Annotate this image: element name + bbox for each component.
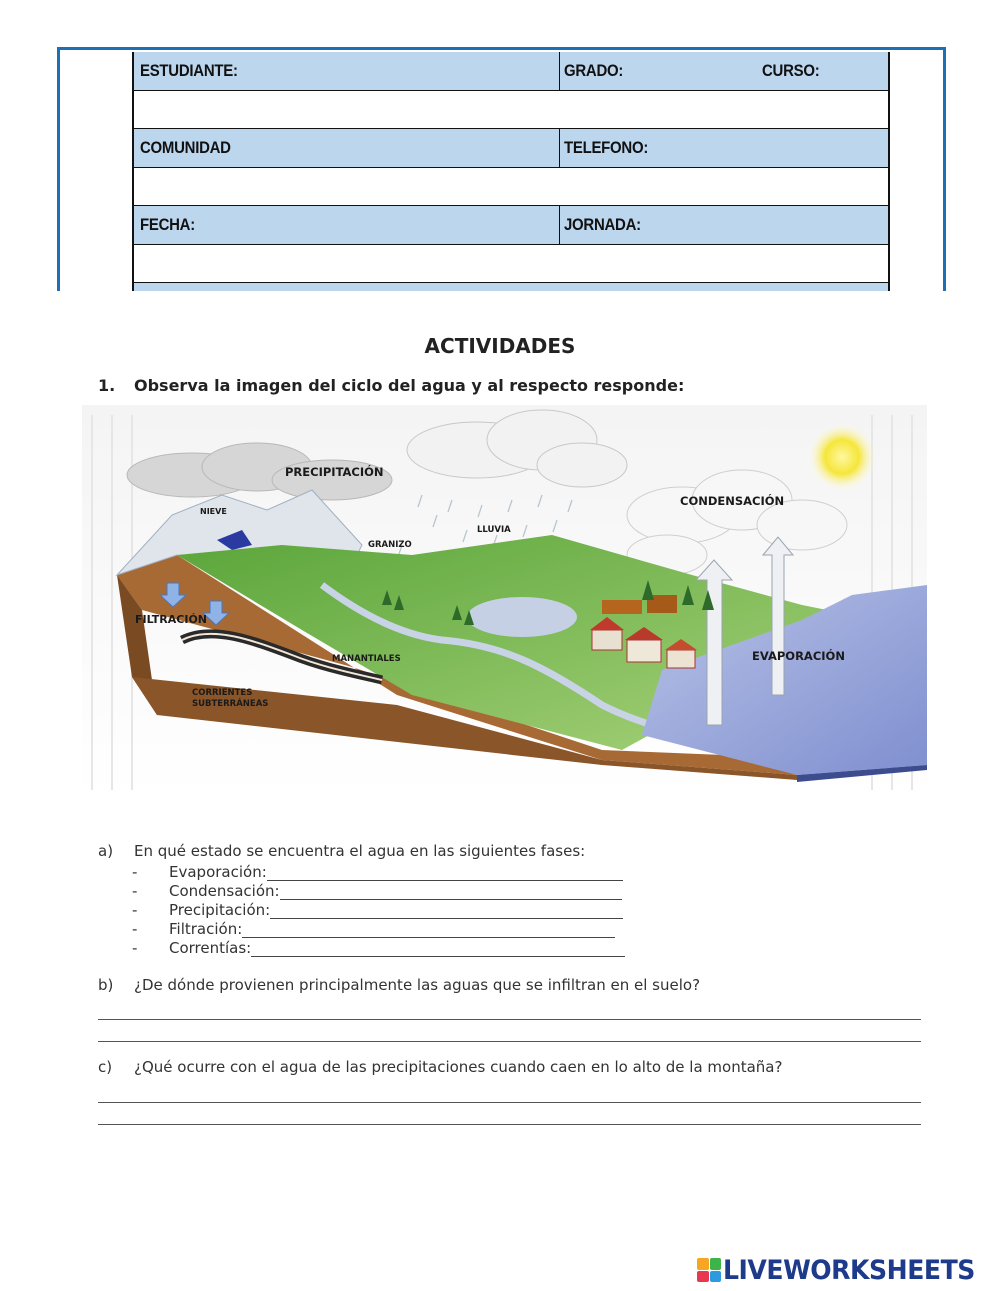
phase-label: Filtración: bbox=[169, 920, 243, 938]
cell-divider bbox=[559, 206, 560, 244]
list-item bbox=[132, 881, 625, 900]
lake bbox=[467, 597, 577, 637]
liveworksheets-logo-icon bbox=[697, 1258, 721, 1282]
list-item bbox=[132, 862, 625, 881]
list-item bbox=[132, 919, 625, 938]
question-c-text: ¿Qué ocurre con el agua de las precipitaciones cuando caen en lo alto de la montaña? bbox=[134, 1058, 783, 1076]
label-snow: NIEVE bbox=[200, 507, 227, 516]
phase-answer-line[interactable] bbox=[280, 886, 622, 900]
shift-label: JORNADA: bbox=[564, 215, 641, 234]
form-row-date bbox=[134, 206, 888, 245]
phase-label: Correntías: bbox=[169, 939, 252, 957]
student-info-form bbox=[132, 52, 890, 291]
date-label: FECHA: bbox=[140, 215, 195, 234]
water-cycle-diagram bbox=[82, 405, 927, 800]
label-hail: GRANIZO bbox=[368, 540, 412, 550]
question-b-text: ¿De dónde provienen principalmente las aguas que se infiltran en el suelo? bbox=[134, 976, 701, 994]
question-1-text: Observa la imagen del ciclo del agua y al respecto responde: bbox=[134, 376, 685, 395]
phase-answer-line[interactable] bbox=[270, 905, 623, 919]
question-1 bbox=[98, 376, 684, 395]
label-currents-2: SUBTERRÁNEAS bbox=[192, 699, 269, 709]
question-a-text: En qué estado se encuentra el agua en las siguientes fases: bbox=[134, 842, 586, 860]
community-label: COMUNIDAD bbox=[140, 138, 231, 157]
phase-dash: - bbox=[132, 939, 138, 957]
label-springs: MANANTIALES bbox=[332, 654, 401, 664]
logo-block bbox=[697, 1258, 709, 1270]
logo-block bbox=[710, 1258, 722, 1270]
question-a bbox=[98, 842, 585, 860]
cell-divider bbox=[559, 129, 560, 167]
list-item bbox=[132, 938, 625, 957]
logo-block bbox=[697, 1271, 709, 1283]
phase-dash: - bbox=[132, 863, 138, 881]
answer-line-b-2[interactable] bbox=[98, 1041, 921, 1042]
liveworksheets-brand[interactable] bbox=[697, 1254, 994, 1286]
label-evaporation: EVAPORACIÓN bbox=[752, 649, 845, 663]
answer-line-c-1[interactable] bbox=[98, 1102, 921, 1103]
phase-list bbox=[132, 862, 625, 957]
phase-label: Precipitación: bbox=[169, 901, 271, 919]
form-row-student-answer[interactable] bbox=[134, 91, 888, 129]
question-c bbox=[98, 1058, 782, 1076]
activities-title: ACTIVIDADES bbox=[424, 334, 576, 358]
question-b bbox=[98, 976, 700, 994]
phase-answer-line[interactable] bbox=[251, 943, 625, 957]
phase-label: Condensación: bbox=[169, 882, 280, 900]
logo-block bbox=[710, 1271, 722, 1283]
answer-line-b-1[interactable] bbox=[98, 1019, 921, 1020]
phase-answer-line[interactable] bbox=[242, 924, 615, 938]
cell-divider bbox=[559, 52, 560, 90]
phase-dash: - bbox=[132, 882, 138, 900]
form-row-date-answer[interactable] bbox=[134, 245, 888, 283]
form-row-community-answer[interactable] bbox=[134, 168, 888, 206]
phase-dash: - bbox=[132, 920, 138, 938]
label-filtration: FILTRACIÓN bbox=[135, 613, 208, 626]
form-row-cut bbox=[134, 283, 888, 291]
student-label: ESTUDIANTE: bbox=[140, 61, 238, 80]
list-item bbox=[132, 900, 625, 919]
course-label: CURSO: bbox=[762, 61, 820, 80]
sun-icon bbox=[808, 423, 876, 491]
question-1-number: 1. bbox=[98, 376, 116, 395]
label-condensation: CONDENSACIÓN bbox=[680, 494, 785, 508]
question-c-letter: c) bbox=[98, 1058, 113, 1076]
phase-dash: - bbox=[132, 901, 138, 919]
answer-line-c-2[interactable] bbox=[98, 1124, 921, 1125]
question-a-letter: a) bbox=[98, 842, 114, 860]
phase-label: Evaporación: bbox=[169, 863, 267, 881]
label-precipitation: PRECIPITACIÓN bbox=[285, 465, 384, 479]
phone-label: TELEFONO: bbox=[564, 138, 649, 157]
brand-text: LIVEWORKSHEETS bbox=[723, 1254, 975, 1286]
form-row-student bbox=[134, 52, 888, 91]
label-rain: LLUVIA bbox=[477, 525, 511, 535]
form-row-community bbox=[134, 129, 888, 168]
grade-label: GRADO: bbox=[564, 61, 624, 80]
label-currents-1: CORRIENTES bbox=[192, 688, 253, 698]
phase-answer-line[interactable] bbox=[267, 867, 623, 881]
question-b-letter: b) bbox=[98, 976, 114, 994]
